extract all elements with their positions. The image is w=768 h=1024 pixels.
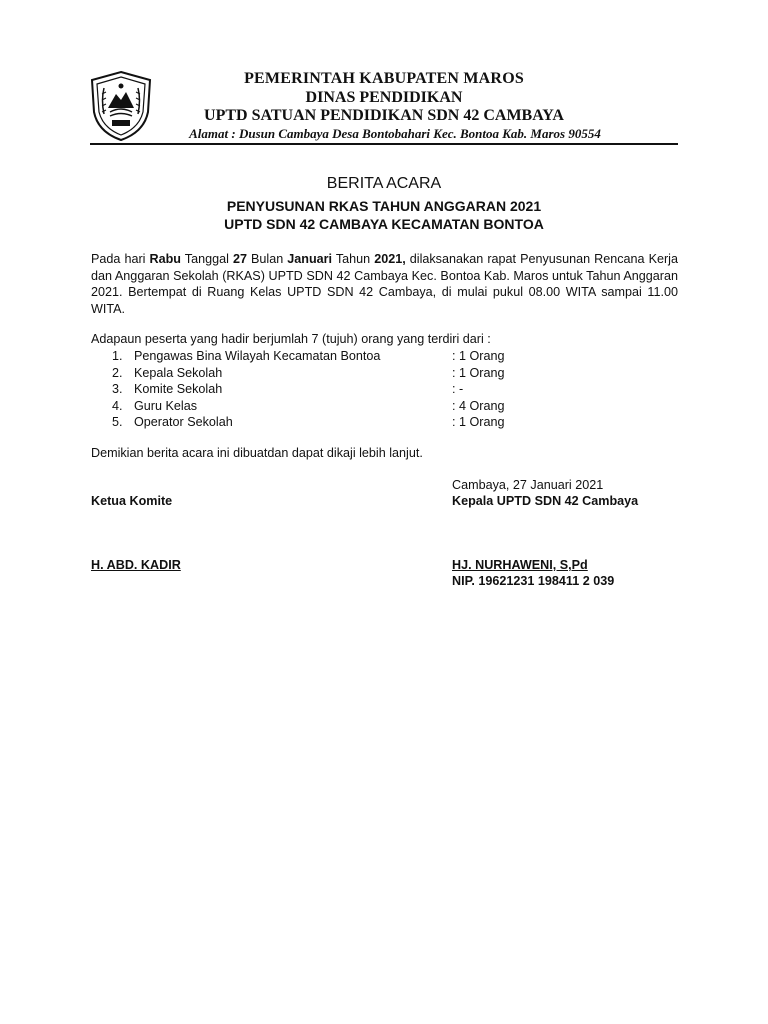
list-item-value: : -: [452, 382, 464, 396]
closing-statement: Demikian berita acara ini dibuatdan dapat dikaji lebih lanjut.: [91, 446, 423, 460]
list-item: [112, 381, 532, 398]
paragraph-text-4: Tahun: [332, 252, 375, 266]
left-signatory-role: Ketua Komite: [91, 494, 173, 508]
opening-paragraph: [91, 251, 678, 317]
letterhead-line-2: DINAS PENDIDIKAN: [305, 89, 463, 106]
place-date: Cambaya, 27 Januari 2021: [452, 478, 604, 492]
list-item: [112, 365, 532, 382]
paragraph-day: Rabu: [149, 252, 181, 266]
attendee-list: [112, 348, 532, 431]
paragraph-text-2: Tanggal: [180, 252, 233, 266]
document-subtitle-1: PENYUSUNAN RKAS TAHUN ANGGARAN 2021: [226, 198, 542, 214]
list-item-number: 3.: [112, 382, 123, 396]
list-item-name: Pengawas Bina Wilayah Kecamatan Bontoa: [134, 349, 381, 363]
list-item-number: 4.: [112, 398, 123, 413]
letterhead-line-1: PEMERINTAH KABUPATEN MAROS: [244, 70, 524, 87]
paragraph-text-5: dilaksanakan rapat Penyusunan Rencana Kerja dan Anggaran Sekolah (RKAS) UPTD SDN 42 Cambaya Kec. Bontoa Kab. Maros untuk Tahun Anggaran 2021. Bertempat di Ruang Kelas UPTD SDN 42 Cambaya, di mulai pukul 08.00 WITA sampai 11.00 WITA.: [91, 252, 678, 316]
list-item-name: Kepala Sekolah: [134, 365, 223, 380]
left-signatory-name: H. ABD. KADIR: [91, 558, 181, 572]
paragraph-date: 27: [232, 252, 247, 266]
paragraph-month: Januari: [287, 252, 333, 266]
paragraph-year: 2021,: [374, 252, 406, 266]
list-item-number: 5.: [112, 415, 123, 429]
list-item-number: 1.: [112, 349, 123, 363]
paragraph-text-1: Pada hari: [91, 252, 150, 266]
document-subtitle-2: UPTD SDN 42 CAMBAYA KECAMATAN BONTOA: [224, 216, 544, 232]
list-item-number: 2.: [112, 365, 123, 380]
list-item: [112, 414, 532, 431]
attendance-intro: Adapaun peserta yang hadir berjumlah 7 (tujuh) orang yang terdiri dari :: [91, 332, 491, 346]
list-item-name: Guru Kelas: [134, 398, 197, 413]
document-title: BERITA ACARA: [326, 175, 442, 192]
paragraph-text-3: Bulan: [246, 252, 288, 266]
list-item-name: Komite Sekolah: [134, 382, 223, 396]
list-item-value: : 1 Orang: [452, 415, 505, 429]
right-signatory-name: HJ. NURHAWENI, S,Pd: [452, 558, 588, 572]
list-item-name: Operator Sekolah: [134, 415, 233, 429]
right-signatory-nip: NIP. 19621231 198411 2 039: [452, 574, 615, 588]
list-item-value: : 1 Orang: [452, 349, 505, 363]
letterhead-line-3: UPTD SATUAN PENDIDIKAN SDN 42 CAMBAYA: [204, 107, 564, 124]
letterhead-address: Alamat : Dusun Cambaya Desa Bontobahari Kec. Bontoa Kab. Maros 90554: [189, 126, 601, 141]
list-item: [112, 348, 532, 365]
list-item-value: : 1 Orang: [452, 365, 505, 380]
right-signatory-role: Kepala UPTD SDN 42 Cambaya: [452, 494, 639, 508]
list-item-value: : 4 Orang: [452, 398, 505, 413]
letterhead-divider: [90, 143, 678, 145]
list-item: [112, 398, 532, 415]
